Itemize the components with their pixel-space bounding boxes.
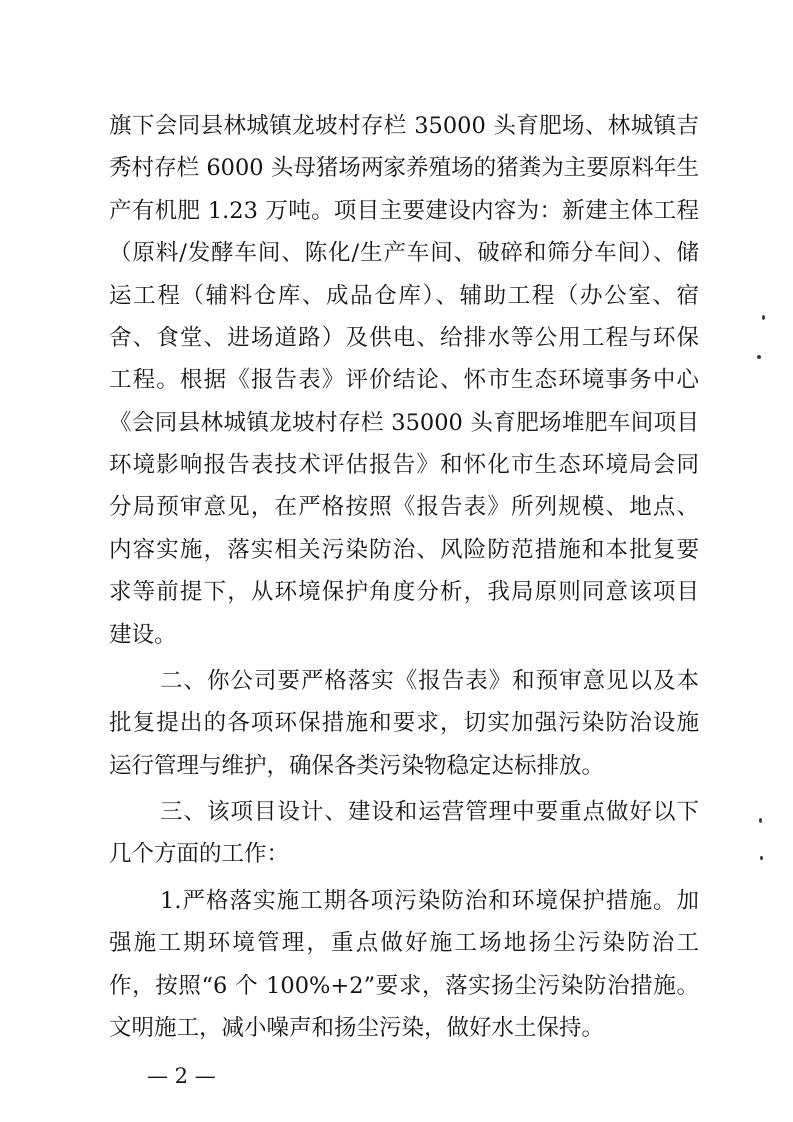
scan-speck: [762, 315, 765, 320]
paragraph-1-line-7: 工程。根据《报告表》评价结论、怀市生态环境事务中心: [109, 367, 699, 393]
paragraph-1-line-12: 求等前提下，从环境保护角度分析，我局原则同意该项目: [109, 579, 699, 605]
paragraph-1-line-10: 分局预审意见，在严格按照《报告表》所列规模、地点、: [109, 494, 699, 520]
paragraph-1-line-1: 旗下会同县林城镇龙坡村存栏 35000 头育肥场、林城镇吉: [109, 113, 699, 139]
paragraph-1-line-2: 秀村存栏 6000 头母猪场两家养殖场的猪粪为主要原料年生: [109, 155, 699, 181]
paragraph-2-line-3: 运行管理与维护，确保各类污染物稳定达标排放。: [109, 753, 605, 779]
paragraph-1-line-6: 舍、食堂、进场道路）及供电、给排水等公用工程与环保: [109, 325, 699, 351]
scan-speck: [760, 856, 763, 860]
scan-speck: [757, 355, 761, 359]
paragraph-1-line-8: 《会同县林城镇龙坡村存栏 35000 头育肥场堆肥车间项目: [109, 410, 699, 436]
paragraph-3-line-1: 三、该项目设计、建设和运营管理中要重点做好以下: [160, 799, 699, 825]
paragraph-1-line-9: 环境影响报告表技术评估报告》和怀化市生态环境局会同: [109, 452, 699, 478]
paragraph-1-line-13: 建设。: [109, 622, 177, 648]
paragraph-1-line-11: 内容实施，落实相关污染防治、风险防范措施和本批复要: [109, 537, 699, 563]
paragraph-3-line-2: 几个方面的工作：: [109, 841, 290, 867]
paragraph-4-line-2: 强施工期环境管理，重点做好施工场地扬尘污染防治工: [109, 930, 699, 956]
paragraph-1-line-5: 运工程（辅料仓库、成品仓库）、辅助工程（办公室、宿: [109, 283, 699, 309]
paragraph-4-line-4: 文明施工，减小噪声和扬尘污染，做好水土保持。: [109, 1015, 605, 1041]
page-number: — 2 —: [147, 1064, 216, 1088]
scan-speck: [759, 818, 762, 823]
paragraph-1-line-4: （原料/发酵车间、陈化/生产车间、破碎和筛分车间）、储: [109, 240, 699, 266]
paragraph-1-line-3: 产有机肥 1.23 万吨。项目主要建设内容为：新建主体工程: [109, 198, 699, 224]
paragraph-4-line-1: 1.严格落实施工期各项污染防治和环境保护措施。加: [160, 888, 699, 914]
paragraph-2-line-1: 二、你公司要严格落实《报告表》和预审意见以及本: [160, 668, 699, 694]
paragraph-4-line-3: 作，按照“6 个 100%+2”要求，落实扬尘污染防治措施。: [109, 973, 699, 999]
paragraph-2-line-2: 批复提出的各项环保措施和要求，切实加强污染防治设施: [109, 710, 699, 736]
